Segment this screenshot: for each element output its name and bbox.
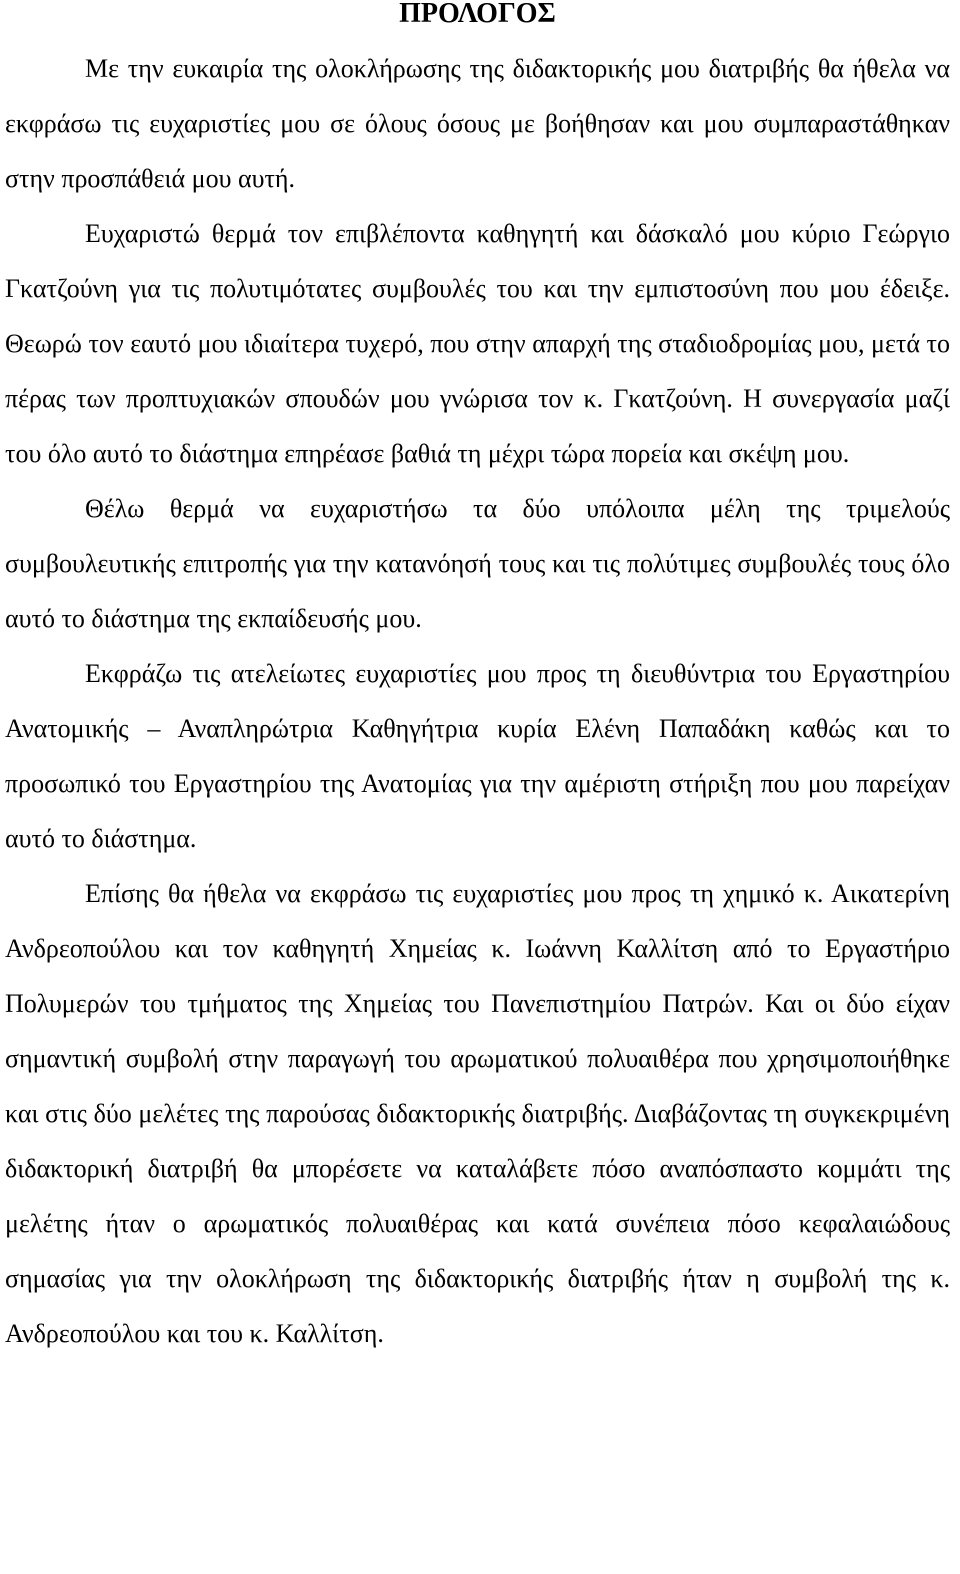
- paragraph-laboratory: Εκφράζω τις ατελείωτες ευχαριστίες μου προς τη διευθύντρια του Εργαστηρίου Ανατομικής – Αναπληρώτρια Καθηγήτρια κυρία Ελένη Παπαδάκη καθώς και το προσωπικό του Εργαστηρίου της Ανατομίας για την αμέριστη στήριξη που μου παρείχαν αυτό το διάστημα.: [5, 659, 950, 853]
- paragraph-committee: Θέλω θερμά να ευχαριστήσω τα δύο υπόλοιπα μέλη της τριμελούς συμβουλευτικής επιτροπής για την κατανόησή τους και τις πολύτιμες συμβουλές τους όλο αυτό το διάστημα της εκπαίδευσής μου.: [5, 494, 950, 633]
- page-title: ΠΡΟΛΟΓΟΣ: [399, 0, 556, 29]
- paragraph-chemistry: Επίσης θα ήθελα να εκφράσω τις ευχαριστίες μου προς τη χημικό κ. Αικατερίνη Ανδρεοπούλου και τον καθηγητή Χημείας κ. Ιωάννη Καλλίτση από το Εργαστήριο Πολυμερών του τμήματος της Χημείας του Πανεπιστημίου Πατρών. Και οι δύο είχαν σημαντική συμβολή στην παραγωγή του αρωματικού πολυαιθέρα που χρησιμοποιήθηκε και στις δύο μελέτες της παρούσας διδακτορικής διατριβής. Διαβάζοντας τη συγκεκριμένη διδακτορική διατριβή θα μπορέσετε να καταλάβετε πόσο αναπόσπαστο κομμάτι της μελέτης ήταν ο αρωματικός πολυαιθέρας και κατά συνέπεια πόσο κεφαλαιώδους σημασίας για την ολοκλήρωση της διδακτορικής διατριβής ήταν η συμβολή της κ. Ανδρεοπούλου και του κ. Καλλίτση.: [5, 879, 950, 1348]
- document-page: [5, 0, 950, 1361]
- paragraph-supervisor: Ευχαριστώ θερμά τον επιβλέποντα καθηγητή και δάσκαλό μου κύριο Γεώργιο Γκατζούνη για τις πολυτιμότατες συμβουλές του και την εμπιστοσύνη που μου έδειξε. Θεωρώ τον εαυτό μου ιδιαίτερα τυχερό, που στην απαρχή της σταδιοδρομίας μου, μετά το πέρας των προπτυχιακών σπουδών μου γνώρισα τον κ. Γκατζούνη. Η συνεργασία μαζί του όλο αυτό το διάστημα επηρέασε βαθιά τη μέχρι τώρα πορεία και σκέψη μου.: [5, 219, 950, 468]
- paragraph-opening: Με την ευκαιρία της ολοκλήρωσης της διδακτορικής μου διατριβής θα ήθελα να εκφράσω τις ευχαριστίες μου σε όλους όσους με βοήθησαν και μου συμπαραστάθηκαν στην προσπάθειά μου αυτή.: [5, 54, 950, 193]
